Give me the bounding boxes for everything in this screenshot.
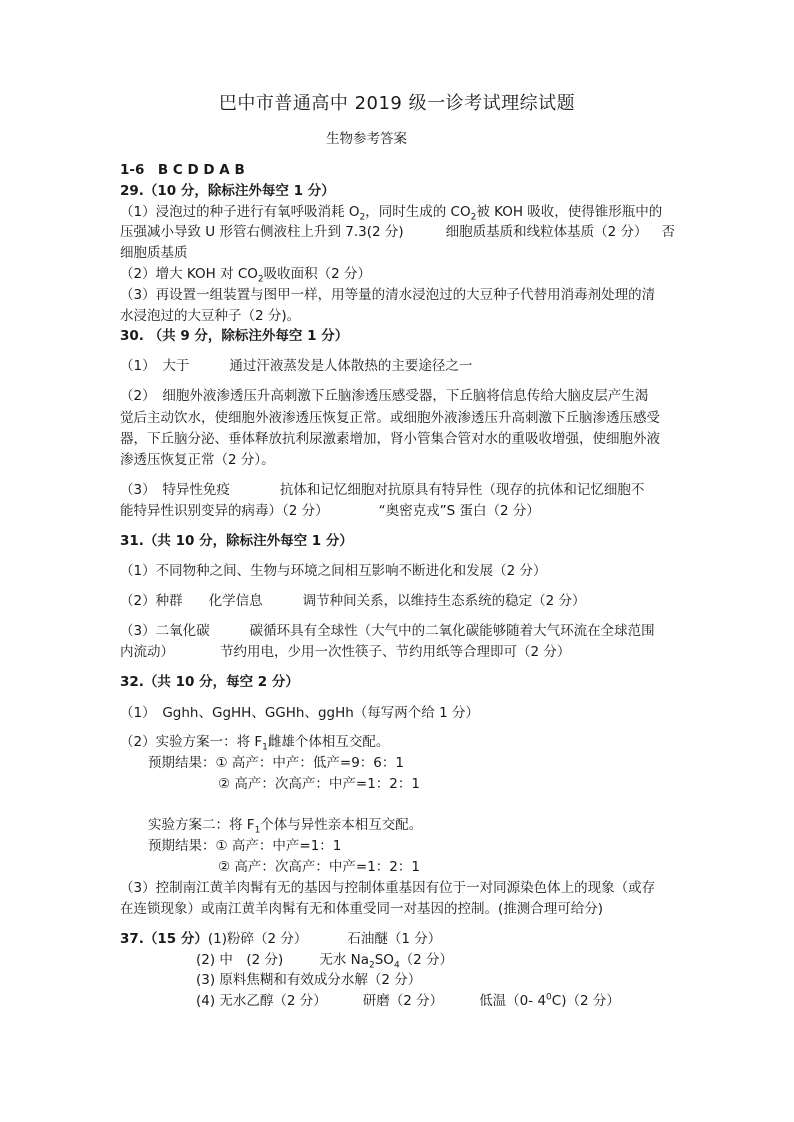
q37-heading: 37.（15 分）	[120, 931, 208, 947]
q30-heading: 30. （共 9 分，除标注外每空 1 分）	[120, 328, 349, 344]
q31-line-2: （2）种群 化学信息 调节种间关系，以维持生态系统的稳定（2 分）	[120, 593, 586, 609]
q31-line-1: （1）不同物种之间、生物与环境之间相互影响不断进化和发展（2 分）	[120, 563, 547, 579]
q37-line-3: (3) 原料焦糊和有效成分水解（2 分）	[196, 972, 422, 988]
q37-line-4: (4) 无水乙醇（2 分） 研磨（2 分） 低温（0- $4^0C)(2$ 分）	[196, 992, 620, 1009]
q32-heading: 32.（共 10 分，每空 2 分）	[120, 674, 299, 690]
q31-line-3: （3）二氧化碳 碳循环具有全球性（大气中的二氧化碳能够随着大气环流在全球范围	[120, 623, 655, 639]
q30-line-3: 觉后主动饮水，使细胞外液渗透压恢复正常。或细胞外液渗透压升高刺激下丘脑渗透压感受	[120, 410, 660, 426]
q32-line-1: （1） Gghh、GgHH、GGHh、ggHh（每写两个给 1 分）	[120, 705, 479, 721]
q29-line-2: 压强减小导致 U 形管右侧液柱上升到 7.3(2 分) 细胞质基质和线粒体基质（2 分） 否	[120, 224, 676, 240]
q29-line-5: （3）再设置一组装置与图甲一样，用等量的清水浸泡过的大豆种子代替用消毒剂处理的清	[120, 287, 656, 303]
q29-line-3: 细胞质基质	[120, 245, 188, 261]
q29-line-6: 水浸泡过的大豆种子（2 分)。	[120, 308, 301, 324]
q30-line-6: （3） 特异性免疫 抗体和记忆细胞对抗原具有特异性（现存的抗体和记忆细胞不	[120, 482, 645, 498]
q31-line-4: 内流动） 节约用电，少用一次性筷子、节约用纸等合理即可（2 分）	[120, 644, 571, 660]
q32-line-4: ② 高产：次高产：中产=1：2：1	[218, 776, 420, 792]
q31-heading: 31.（共 10 分，除标注外每空 1 分）	[120, 533, 353, 549]
q29-line-4: （2）增大 KOH 对 $CO_2$吸收面积（2 分）	[120, 266, 372, 285]
q32-line-3: 预期结果：① 高产：中产：低产=9：6：1	[148, 755, 404, 771]
q32-line-8: （3）控制南江黄羊肉髯有无的基因与控制体重基因有位于一对同源染色体上的现象（或存	[120, 880, 656, 896]
q37-line-2: (2) 中 (2 分) 无水 $Na_2SO_4(2$ 分）	[196, 952, 454, 971]
q30-line-4: 器，下丘脑分泌、垂体释放抗利尿激素增加，肾小管集合管对水的重吸收增强，使细胞外液	[120, 431, 660, 447]
page-title: 巴中市普通高中 2019 级一诊考试理综试题	[218, 93, 576, 114]
q30-line-2: （2） 细胞外液渗透压升高刺激下丘脑渗透压感受器，下丘脑将信息传给大脑皮层产生渴	[120, 388, 649, 404]
q30-line-7: 能特异性识别变异的病毒）（2 分） “奥密克戎”S 蛋白（2 分）	[120, 503, 540, 519]
q32-line-6: 预期结果：① 高产：中产=1：1	[148, 838, 342, 854]
q30-line-5: 渗透压恢复正常（2 分）。	[120, 452, 275, 468]
q29-line-1: （1）浸泡过的种子进行有氧呼吸消耗 $O_2$，同时生成的 $CO_2$被 KOH 吸收，使得锥形瓶中的	[120, 204, 663, 223]
q32-line-5: 实验方案二：将 $F_1$个体与异性亲本相互交配。	[148, 817, 423, 836]
multiple-choice-answers: 1-6 B C D D A B	[120, 162, 245, 178]
page-subtitle: 生物参考答案	[326, 131, 407, 147]
q32-line-7: ② 高产：次高产：中产=1：2：1	[218, 859, 420, 875]
q37-line-1: 37.（15 分）(1)粉碎（2 分） 石油醚（1 分）	[120, 931, 442, 947]
q32-line-2: （2）实验方案一：将 $F_1$雌雄个体相互交配。	[120, 734, 390, 753]
q30-line-1: （1） 大于 通过汗液蒸发是人体散热的主要途径之一	[120, 358, 473, 374]
q32-line-9: 在连锁现象）或南江黄羊肉髯有无和体重受同一对基因的控制。(推测合理可给分)	[120, 901, 604, 917]
q29-heading: 29.（10 分，除标注外每空 1 分）	[120, 183, 335, 199]
